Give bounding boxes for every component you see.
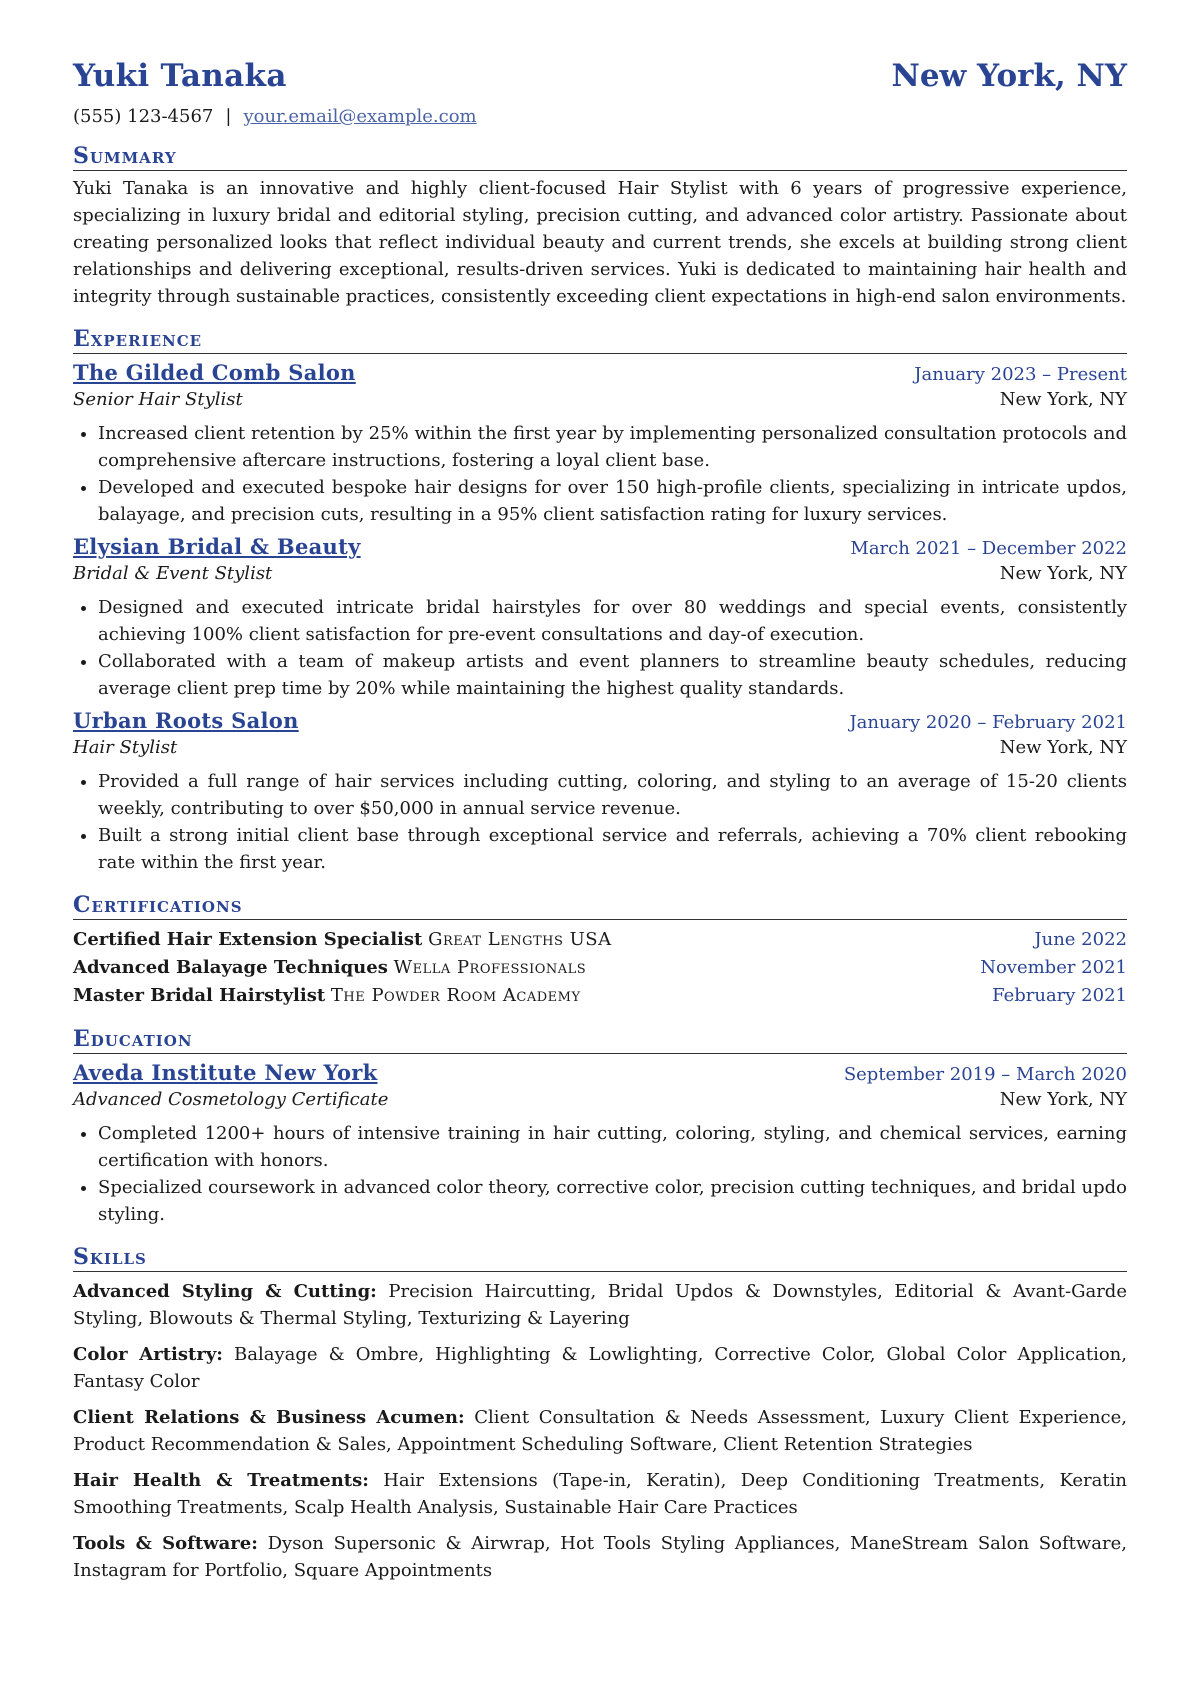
education-detail-item: • Specialized coursework in advanced color theory, corrective color, precision cutting techniques, and bridal updo styling.	[98, 1174, 1127, 1228]
job-location: New York, NY	[999, 563, 1127, 584]
achievement-item: • Provided a full range of hair services including cutting, coloring, and styling to an average of 15-20 clients weekly, contributing to over $50,000 in annual service revenue.	[98, 768, 1127, 822]
achievement-list	[73, 768, 1127, 876]
skill-category: Tools & Software:	[73, 1533, 258, 1554]
experience-entry	[73, 708, 1127, 876]
skill-items: Balayage & Ombre, Highlighting & Lowlighting, Corrective Color, Global Color Application, Fantasy Color	[73, 1344, 1127, 1392]
skill-group	[73, 1467, 1127, 1521]
company-name-link[interactable]: The Gilded Comb Salon	[73, 360, 356, 385]
achievement-item: • Designed and executed intricate bridal hairstyles for over 80 weddings and special events, consistently achieving 100% client satisfaction for pre-event consultations and day-of execution.	[98, 594, 1127, 648]
education-detail-list	[73, 1120, 1127, 1228]
certification-name: Certified Hair Extension Specialist	[73, 929, 423, 950]
education-detail-item: • Completed 1200+ hours of intensive training in hair cutting, coloring, styling, and chemical services, earning certification with honors.	[98, 1120, 1127, 1174]
skill-group	[73, 1278, 1127, 1332]
header-location: New York, NY	[891, 58, 1127, 94]
skill-items: Dyson Supersonic & Airwrap, Hot Tools Styling Appliances, ManeStream Salon Software, Instagram for Portfolio, Square Appointments	[73, 1533, 1127, 1581]
skill-items: Hair Extensions (Tape-in, Keratin), Deep Conditioning Treatments, Keratin Smoothing Treatments, Scalp Health Analysis, Sustainable Hair Care Practices	[73, 1470, 1127, 1518]
employment-dates: January 2023 – Present	[914, 364, 1127, 385]
resume-page	[73, 58, 1127, 1584]
skill-items: Client Consultation & Needs Assessment, Luxury Client Experience, Product Recommendation & Sales, Appointment Scheduling Software, Client Retention Strategies	[73, 1407, 1127, 1455]
certification-list	[73, 926, 1127, 1010]
company-name-link[interactable]: Urban Roots Salon	[73, 708, 299, 733]
achievement-item: • Collaborated with a team of makeup artists and event planners to streamline beauty schedules, reducing average client prep time by 20% while maintaining the highest quality standards.	[98, 648, 1127, 702]
job-title: Hair Stylist	[73, 737, 178, 758]
section-title-summary: Summary	[73, 143, 1127, 171]
email-link[interactable]: your.email@example.com	[243, 106, 477, 127]
certification-date: February 2021	[992, 985, 1127, 1006]
certification-date: November 2021	[980, 957, 1127, 978]
certification-date: June 2022	[1034, 929, 1127, 950]
certification-issuer: Wella Professionals	[393, 957, 587, 978]
job-location: New York, NY	[999, 737, 1127, 758]
skill-category: Advanced Styling & Cutting:	[73, 1281, 377, 1302]
education-dates: September 2019 – March 2020	[843, 1064, 1127, 1085]
certification-issuer: Great Lengths USA	[428, 929, 612, 950]
resume-header	[73, 58, 1127, 94]
education-entry	[73, 1060, 1127, 1228]
achievement-item: • Increased client retention by 25% within the first year by implementing personalized consultation protocols and comprehensive aftercare instructions, fostering a loyal client base.	[98, 420, 1127, 474]
contact-separator: |	[225, 106, 232, 127]
company-name-link[interactable]: Elysian Bridal & Beauty	[73, 534, 361, 559]
skill-group	[73, 1530, 1127, 1584]
certification-name: Master Bridal Hairstylist	[73, 985, 326, 1006]
experience-entry	[73, 534, 1127, 702]
school-name-link[interactable]: Aveda Institute New York	[73, 1060, 378, 1085]
employment-dates: January 2020 – February 2021	[849, 712, 1127, 733]
job-location: New York, NY	[999, 389, 1127, 410]
skill-group	[73, 1341, 1127, 1395]
candidate-name: Yuki Tanaka	[73, 58, 287, 94]
summary-text: Yuki Tanaka is an innovative and highly client-focused Hair Stylist with 6 years of progressive experience, specializing in luxury bridal and editorial styling, precision cutting, and advanced color artistry. Passionate about creating personalized looks that reflect individual beauty and current trends, she excels at building strong client relationships and delivering exceptional, results-driven services. Yuki is dedicated to maintaining hair health and integrity through sustainable practices, consistently exceeding client expectations in high-end salon environments.	[73, 178, 1127, 307]
certification-item	[73, 982, 1127, 1010]
certification-issuer: The Powder Room Academy	[330, 985, 581, 1006]
phone-number: (555) 123-4567	[73, 106, 214, 127]
skill-category: Color Artistry:	[73, 1344, 223, 1365]
skill-category: Client Relations & Business Acumen:	[73, 1407, 465, 1428]
certification-name: Advanced Balayage Techniques	[73, 957, 388, 978]
achievement-item: • Developed and executed bespoke hair designs for over 150 high-profile clients, specializing in intricate updos, balayage, and precision cuts, resulting in a 95% client satisfaction rating for luxury services.	[98, 474, 1127, 528]
section-title-skills: Skills	[73, 1244, 1127, 1272]
skill-items: Precision Haircutting, Bridal Updos & Downstyles, Editorial & Avant-Garde Styling, Blowouts & Thermal Styling, Texturizing & Layering	[73, 1281, 1127, 1329]
employment-dates: March 2021 – December 2022	[850, 538, 1127, 559]
skill-category: Hair Health & Treatments:	[73, 1470, 369, 1491]
skill-group	[73, 1404, 1127, 1458]
section-title-education: Education	[73, 1026, 1127, 1054]
certification-item	[73, 926, 1127, 954]
job-title: Senior Hair Stylist	[73, 389, 243, 410]
credential-title: Advanced Cosmetology Certificate	[73, 1089, 389, 1110]
skills-list	[73, 1278, 1127, 1584]
job-title: Bridal & Event Stylist	[73, 563, 273, 584]
experience-entry	[73, 360, 1127, 528]
school-location: New York, NY	[999, 1089, 1127, 1110]
certification-item	[73, 954, 1127, 982]
achievement-list	[73, 594, 1127, 702]
section-title-certifications: Certifications	[73, 892, 1127, 920]
achievement-list	[73, 420, 1127, 528]
achievement-item: • Built a strong initial client base through exceptional service and referrals, achieving a 70% client rebooking rate within the first year.	[98, 822, 1127, 876]
contact-line	[73, 106, 1127, 127]
section-title-experience: Experience	[73, 326, 1127, 354]
